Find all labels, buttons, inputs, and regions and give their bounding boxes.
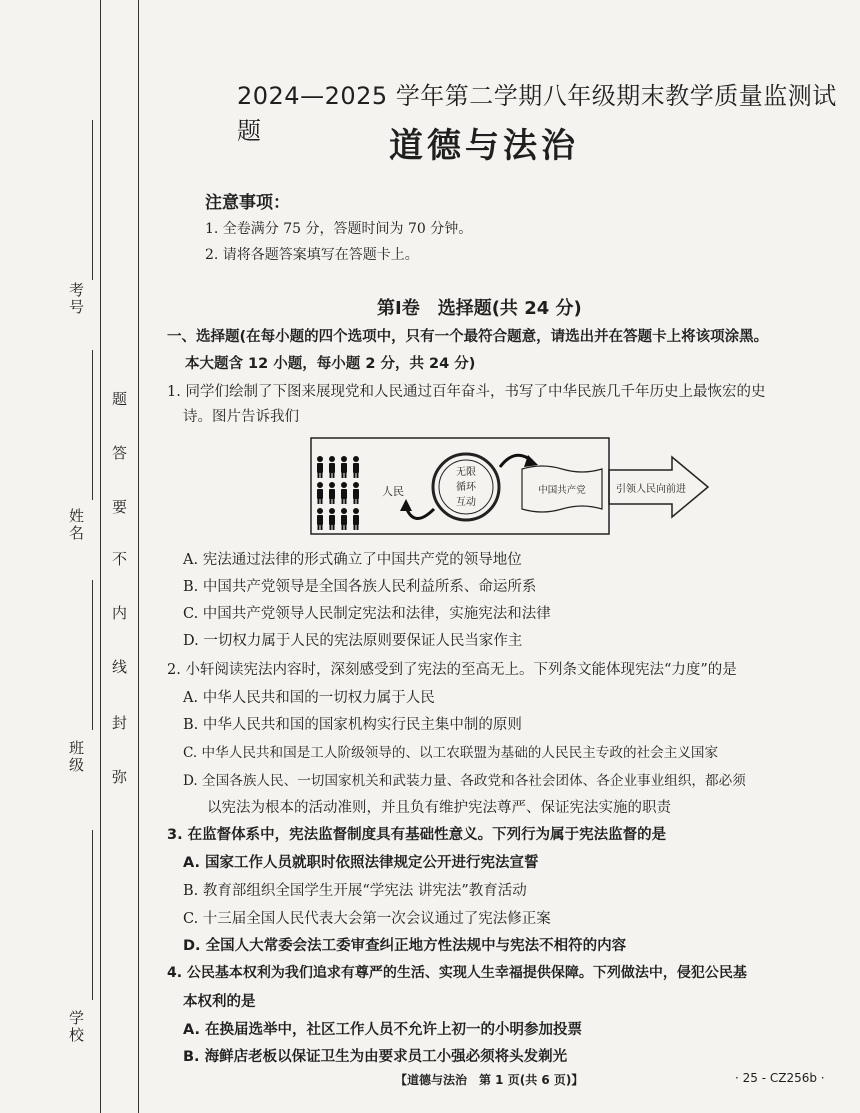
- school-underline: [92, 830, 93, 1000]
- seal-char: 内: [112, 604, 128, 622]
- section-instruction: 一、选择题(在每小题的四个选项中，只有一个最符合题意，请选出并在答题卡上将该项涂黑。: [167, 329, 769, 345]
- question-4-stem: 4. 公民基本权利为我们追求有尊严的生活、实现人生幸福提供保障。下列做法中，侵犯公民基: [167, 965, 747, 981]
- class-underline: [92, 580, 93, 730]
- seal-char: 封: [112, 714, 128, 732]
- section-heading: 第Ⅰ卷 选择题(共 24 分): [377, 298, 582, 319]
- side-label-name: 姓名: [67, 508, 85, 542]
- question-3-stem: 3. 在监督体系中，宪法监督制度具有基础性意义。下列行为属于宪法监督的是: [167, 827, 667, 843]
- seal-char: 题: [112, 390, 128, 408]
- people-icon: [317, 456, 359, 530]
- seal-char: 线: [112, 658, 128, 676]
- question-4-option: A. 在换届选举中，社区工作人员不允许上初一的小明参加投票: [183, 1022, 583, 1038]
- cycle-label: 无限: [456, 467, 476, 478]
- page-footer: 【道德与法治 第 1 页(共 6 页)】: [395, 1073, 584, 1087]
- name-underline: [92, 350, 93, 500]
- notice-heading: 注意事项：: [205, 193, 290, 213]
- notice-item: 1. 全卷满分 75 分，答题时间为 70 分钟。: [205, 221, 473, 237]
- curved-arrow-icon: [400, 499, 412, 511]
- cycle-label: 循环: [456, 482, 476, 493]
- party-people-diagram: [310, 437, 710, 537]
- question-3-option: C. 十三届全国人民代表大会第一次会议通过了宪法修正案: [183, 911, 551, 927]
- question-3-option: D. 全国人大常委会法工委审查纠正地方性法规中与宪法不相符的内容: [183, 938, 627, 954]
- seal-char: 弥: [112, 768, 128, 786]
- binding-line-outer: [100, 0, 101, 1113]
- subject-title: 道德与法治: [389, 126, 579, 166]
- question-1-stem: 1. 同学们绘制了下图来展现党和人民通过百年奋斗，书写了中华民族几千年历史上最恢宏的史: [167, 384, 766, 400]
- seal-char: 不: [112, 550, 128, 568]
- exam-number-underline: [92, 120, 93, 280]
- binding-line-inner: [138, 0, 139, 1113]
- seal-char: 答: [112, 444, 128, 462]
- exam-title: 2024—2025 学年第二学期八年级期末教学质量监测试题: [237, 82, 837, 145]
- side-label-exam-number: 考号: [67, 282, 85, 316]
- question-3-option: B. 教育部组织全国学生开展“学宪法 讲宪法”教育活动: [183, 883, 527, 899]
- question-2-option-cont: 以宪法为根本的活动准则，并且负有维护宪法尊严、保证宪法实施的职责: [207, 800, 671, 816]
- question-2-option: B. 中华人民共和国的国家机构实行民主集中制的原则: [183, 717, 522, 733]
- cycle-label: 互动: [456, 497, 476, 508]
- section-instruction: 本大题含 12 小题，每小题 2 分，共 24 分): [185, 356, 476, 372]
- question-2-option: D. 全国各族人民、一切国家机关和武装力量、各政党和各社会团体、各企业事业组织，都必须: [183, 773, 746, 789]
- question-1-option: B. 中国共产党领导是全国各族人民利益所系、命运所系: [183, 579, 537, 595]
- question-1-option: D. 一切权力属于人民的宪法原则要保证人民当家作主: [183, 633, 523, 649]
- question-4-option: B. 海鲜店老板以保证卫生为由要求员工小强必须将头发剃光: [183, 1049, 568, 1065]
- paper-code: · 25 - CZ256b ·: [735, 1071, 825, 1085]
- side-label-class: 班级: [67, 740, 85, 774]
- notice-item: 2. 请将各题答案填写在答题卡上。: [205, 247, 419, 263]
- people-label: 人民: [382, 485, 404, 498]
- question-1-option: A. 宪法通过法律的形式确立了中国共产党的领导地位: [183, 552, 522, 568]
- seal-char: 要: [112, 498, 128, 516]
- question-2-stem: 2. 小轩阅读宪法内容时，深刻感受到了宪法的至高无上。下列条文能体现宪法“力度”的是: [167, 662, 737, 678]
- question-2-option: C. 中华人民共和国是工人阶级领导的、以工农联盟为基础的人民民主专政的社会主义国家: [183, 745, 719, 761]
- question-1-stem-cont: 诗。图片告诉我们: [183, 409, 299, 425]
- question-1-option: C. 中国共产党领导人民制定宪法和法律，实施宪法和法律: [183, 606, 551, 622]
- side-label-school: 学校: [67, 1010, 85, 1044]
- party-label: 中国共产党: [538, 485, 586, 496]
- question-3-option: A. 国家工作人员就职时依照法律规定公开进行宪法宣誓: [183, 855, 539, 871]
- arrow-label: 引领人民向前进: [616, 484, 686, 495]
- question-2-option: A. 中华人民共和国的一切权力属于人民: [183, 690, 435, 706]
- question-4-stem-cont: 本权利的是: [183, 994, 256, 1010]
